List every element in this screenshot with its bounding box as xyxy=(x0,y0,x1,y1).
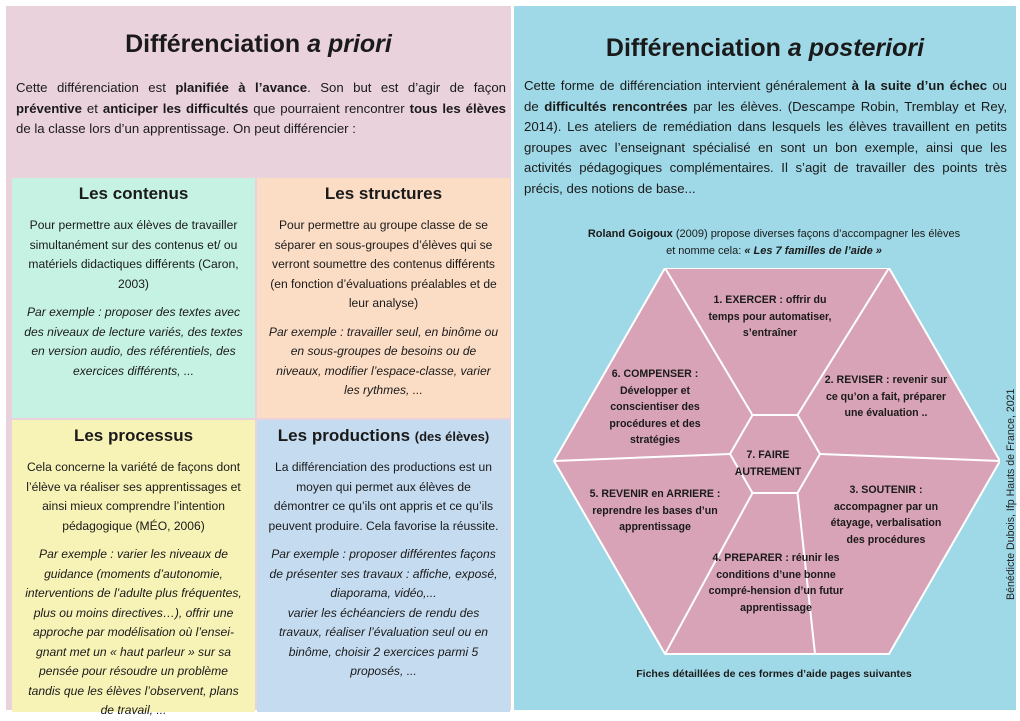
right-intro-segment: difficultés rencontrées xyxy=(544,98,688,114)
card-processus xyxy=(12,420,255,717)
card-structures-example: Par exemple : travailler seul, en binôme ou en sous-groupes de besoins ou de niveaux, modifier l’espace-classe, varier les rythmes, ... xyxy=(268,324,499,397)
left-intro-segment: de la classe lors d’un apprentissage. On peut différencier : xyxy=(16,121,356,136)
card-structures-text: Pour permettre au groupe classe de se séparer en sous-groupes d’élèves qui se verront soumettre des contenus différents (en fonction d’évaluations préalables et de leur analyse) xyxy=(270,218,497,310)
right-intro-segment: ou de xyxy=(524,78,1007,114)
card-productions-text: La différenciation des productions est un moyen qui permet aux élèves de démontrer ce qu’ils ont appris et ce qu’ils peuvent produire. Cela favorise la réussite. xyxy=(268,460,499,533)
card-productions-title-text: Les productions xyxy=(277,426,411,445)
left-title xyxy=(6,30,511,59)
left-intro-segment: tous les élèves xyxy=(409,100,506,116)
card-contenus-text: Pour permettre aux élèves de travailler simultanément sur des contenus et/ ou matériels didactiques différents (Caron, 2003) xyxy=(28,218,239,291)
left-intro-segment: et xyxy=(81,100,103,116)
goigoux-line1: (2009) propose diverses façons d’accompagner les élèves xyxy=(672,228,961,240)
card-processus-text: Cela concerne la variété de façons dont l’élève va réaliser ses apprentissages et ainsi mieux comprendre l’intention pédagogique (MÉO, 2006) xyxy=(26,460,241,533)
right-title-em: a posteriori xyxy=(787,34,925,62)
hex-cell-revenir: 5. REVENIR en ARRIERE : reprendre les bases d’un apprentissage xyxy=(589,488,721,533)
hex-cell-exercer: 1. EXERCER : offrir du temps pour automatiser, s’entraîner xyxy=(708,294,832,339)
right-intro-segment: par les élèves. (Descampe Robin, Tremblay et Rey, 2014). Les ateliers de remédiation dans lesquels les élèves travaillent en petits groupes avec l’enseignant spécialisé en sont un bon exemple, ainsi que les activités pédagogiques complémentaires. Il s’agit de travailler des points très précis, des notions de base... xyxy=(524,98,1007,196)
right-intro-segment: à la suite d’un échec xyxy=(851,78,988,93)
card-contenus-title: Les contenus xyxy=(78,184,189,203)
hex-cell-reviser: 2. REVISER : revenir sur ce qu’on a fait, préparer une évaluation .. xyxy=(824,374,948,419)
hex-cell-soutenir: 3. SOUTENIR : accompagner par un étayage, verbalisation des procédures xyxy=(830,484,942,546)
left-intro-segment: que pourraient rencontrer xyxy=(248,100,410,116)
left-intro-segment: . Son but est d’agir de façon xyxy=(307,80,506,95)
card-productions-title-small: (des élèves) xyxy=(414,429,490,444)
left-title-em: a priori xyxy=(307,30,392,58)
goigoux-author: Roland Goigoux xyxy=(587,228,673,240)
hex-cell-preparer: 4. PREPARER : réunir les conditions d’une bonne compré-hension d’un futur apprentissage xyxy=(708,552,844,614)
right-title xyxy=(514,34,1016,63)
left-intro-segment: planifiée à l’avance xyxy=(175,80,308,95)
right-intro-paragraph xyxy=(524,76,1007,199)
card-productions-example-2: varier les échéanciers de rendu des travaux, réaliser l’évaluation seul ou en binôme, choisir 2 exercices parmi 5 proposés, ... xyxy=(278,605,489,678)
card-productions xyxy=(257,420,510,712)
goigoux-line2: et nomme cela: xyxy=(666,245,745,257)
left-intro-segment: anticiper les difficultés xyxy=(102,100,249,116)
hex-cell-faire-autrement: 7. FAIRE AUTREMENT xyxy=(734,449,802,478)
card-productions-example: Par exemple : proposer différentes façons de présenter ses travaux : affiche, exposé, diaporama, vidéo,... xyxy=(269,547,498,600)
right-title-main: Différenciation xyxy=(605,34,788,62)
card-processus-example: Par exemple : varier les niveaux de guidance (moments d’autonomie, interventions de l’adulte plus fréquentes, plus ou moins directives…), offrir une approche par modélisation où l’ensei-gnant met un « haut parleur » sur sa pensée pour résoudre un problème tandis que les élèves l’observent, plans de travail, ... xyxy=(25,547,242,717)
hex-cell-compenser: 6. COMPENSER : Développer et conscientiser des procédures et des stratégies xyxy=(609,368,701,446)
right-intro-segment: Cette forme de différenciation intervient généralement xyxy=(524,78,852,93)
card-productions-title xyxy=(267,426,500,446)
card-structures-title: Les structures xyxy=(324,184,443,203)
card-contenus xyxy=(12,178,255,418)
left-intro-paragraph xyxy=(16,78,506,140)
card-contenus-example: Par exemple : proposer des textes avec des niveaux de lecture variés, des textes en version audio, des référentiels, des exercices différents, ... xyxy=(24,305,243,378)
author-credit: Bénédicte Dubois, Ifp Hauts de France, 2021 xyxy=(1005,388,1017,600)
left-intro-segment: Cette différenciation est xyxy=(16,80,176,95)
card-processus-title: Les processus xyxy=(73,426,194,445)
left-intro-segment: préventive xyxy=(16,100,82,116)
card-structures xyxy=(257,178,510,418)
left-title-main: Différenciation xyxy=(125,30,308,58)
goigoux-families: « Les 7 familles de l’aide » xyxy=(744,245,882,257)
footer-note: Fiches détaillées de ces formes d’aide pages suivantes xyxy=(636,668,912,680)
goigoux-caption xyxy=(524,226,1020,260)
